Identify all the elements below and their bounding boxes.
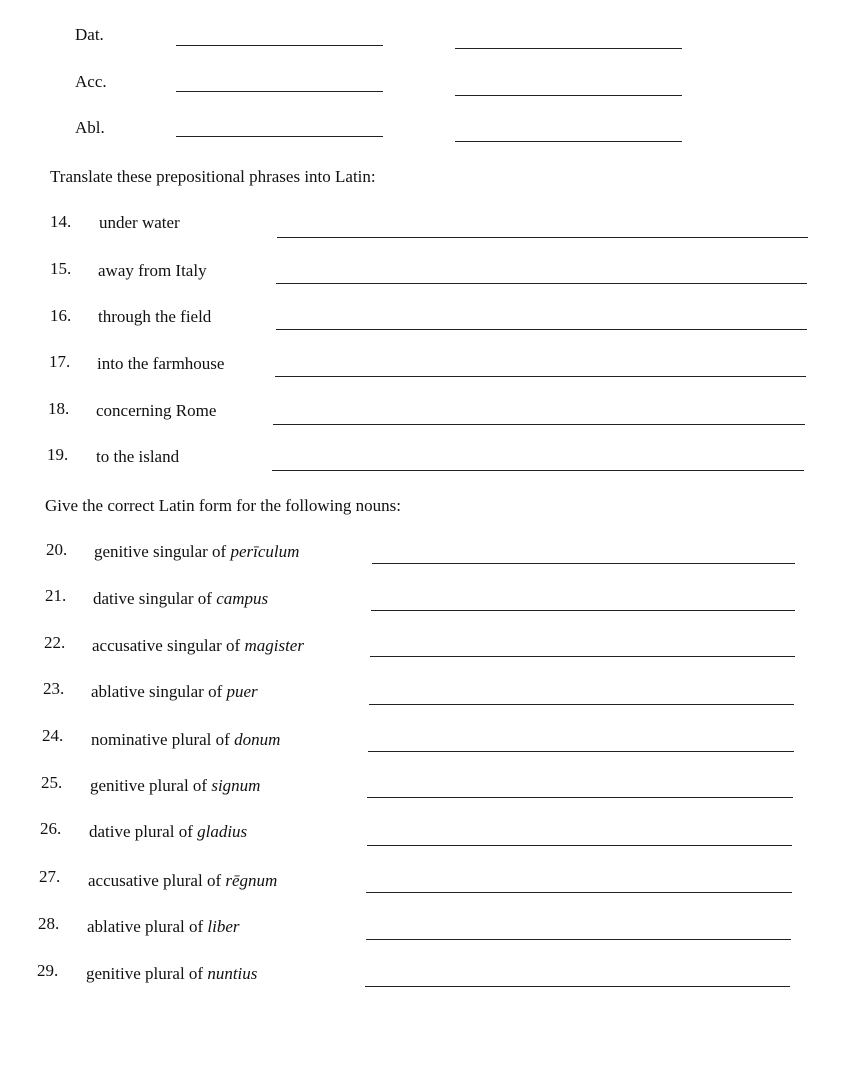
item-number: 28. [38, 914, 60, 933]
answer-line[interactable] [276, 283, 807, 284]
answer-line[interactable] [369, 704, 794, 705]
item-number: 26. [40, 819, 62, 838]
item-number: 25. [41, 773, 63, 792]
item-text: genitive plural of nuntius [86, 964, 258, 983]
case-label-abl: Abl. [75, 118, 105, 137]
item-text: ablative singular of puer [91, 682, 258, 701]
item-text: concerning Rome [96, 401, 217, 420]
item-number: 16. [50, 306, 72, 325]
answer-line[interactable] [455, 95, 682, 96]
item-text: dative singular of campus [93, 589, 269, 608]
item-text: accusative singular of magister [92, 636, 304, 655]
latin-word: liber [207, 917, 240, 936]
answer-line[interactable] [367, 797, 793, 798]
latin-word: nuntius [207, 964, 258, 983]
latin-word: campus [216, 589, 269, 608]
item-number: 18. [48, 399, 70, 418]
item-text: genitive singular of perīculum [94, 542, 300, 561]
answer-line[interactable] [367, 845, 792, 846]
latin-word: magister [244, 636, 304, 655]
case-label-acc: Acc. [75, 72, 107, 91]
item-number: 20. [46, 540, 68, 559]
latin-word: rēgnum [225, 871, 278, 890]
answer-line[interactable] [366, 939, 791, 940]
item-number: 23. [43, 679, 65, 698]
section1-instruction: Translate these prepositional phrases into Latin: [50, 167, 376, 186]
item-number: 14. [50, 212, 72, 231]
answer-line[interactable] [277, 237, 808, 238]
latin-word: signum [211, 776, 261, 795]
item-number: 19. [47, 445, 69, 464]
item-text: into the farmhouse [97, 354, 225, 373]
item-text: ablative plural of liber [87, 917, 240, 936]
item-text: through the field [98, 307, 212, 326]
item-number: 22. [44, 633, 66, 652]
item-number: 29. [37, 961, 59, 980]
item-text: away from Italy [98, 261, 207, 280]
item-text: under water [99, 213, 180, 232]
latin-word: gladius [197, 822, 248, 841]
item-text: to the island [96, 447, 180, 466]
item-text: dative plural of gladius [89, 822, 248, 841]
item-number: 15. [50, 259, 72, 278]
case-label-dat: Dat. [75, 25, 104, 44]
latin-word: perīculum [230, 542, 300, 561]
answer-line[interactable] [370, 656, 795, 657]
latin-word: donum [234, 730, 281, 749]
item-text: genitive plural of signum [90, 776, 261, 795]
answer-line[interactable] [176, 136, 383, 137]
answer-line[interactable] [272, 470, 804, 471]
answer-line[interactable] [176, 45, 383, 46]
answer-line[interactable] [368, 751, 794, 752]
answer-line[interactable] [455, 141, 682, 142]
item-text: accusative plural of rēgnum [88, 871, 278, 890]
item-number: 17. [49, 352, 71, 371]
answer-line[interactable] [371, 610, 795, 611]
item-number: 24. [42, 726, 64, 745]
answer-line[interactable] [455, 48, 682, 49]
answer-line[interactable] [275, 376, 806, 377]
answer-line[interactable] [273, 424, 805, 425]
answer-line[interactable] [276, 329, 807, 330]
section2-instruction: Give the correct Latin form for the following nouns: [45, 496, 401, 515]
item-number: 27. [39, 867, 61, 886]
answer-line[interactable] [176, 91, 383, 92]
answer-line[interactable] [366, 892, 792, 893]
answer-line[interactable] [365, 986, 790, 987]
latin-word: puer [226, 682, 258, 701]
item-number: 21. [45, 586, 67, 605]
item-text: nominative plural of donum [91, 730, 281, 749]
answer-line[interactable] [372, 563, 795, 564]
